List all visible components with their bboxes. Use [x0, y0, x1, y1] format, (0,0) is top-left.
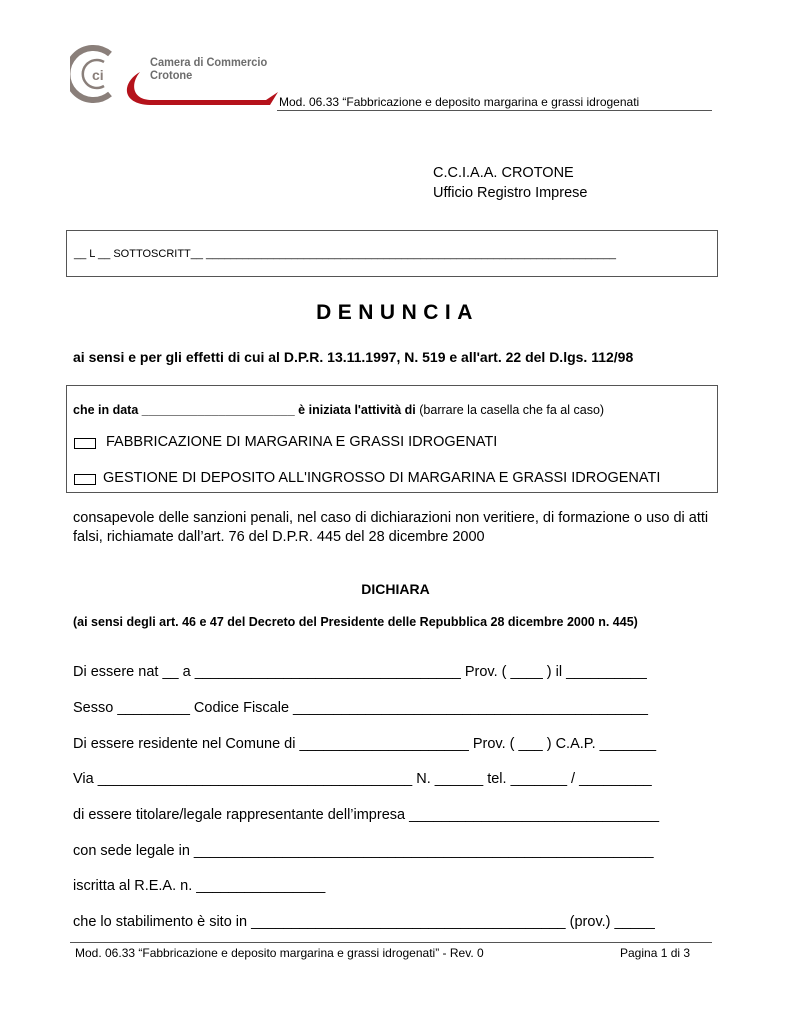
logo-c-arc	[70, 48, 110, 100]
footer-form-reference: Mod. 06.33 “Fabbricazione e deposito margarina e grassi idrogenati” - Rev. 0	[75, 946, 484, 960]
logo-text	[150, 56, 267, 82]
logo-text-line2: Crotone	[150, 68, 193, 82]
law-reference: (ai sensi degli art. 46 e 47 del Decreto del Presidente delle Repubblica 28 dicembre 2000 n. 445)	[73, 615, 638, 629]
activity-instruction: (barrare la casella che fa al caso)	[415, 403, 605, 417]
document-subtitle: ai sensi e per gli effetti di cui al D.P.R. 13.11.1997, N. 519 e all'art. 22 del D.lgs. 112/98	[73, 349, 634, 365]
field-birth[interactable]: Di essere nat __ a _________________________________ Prov. ( ____ ) il __________	[73, 664, 647, 680]
signatory-field[interactable]: __ L __ SOTTOSCRITT__ ___________________________________________________________________	[74, 248, 616, 260]
awareness-paragraph: consapevole delle sanzioni penali, nel caso di dichiarazioni non veritiere, di formazione o uso di atti falsi, richiamate dall’art. 76 del D.P.R. 445 del 28 dicembre 2000	[73, 510, 709, 545]
dichiara-heading: DICHIARA	[361, 581, 430, 597]
addressee-line1: C.C.I.A.A. CROTONE	[433, 165, 574, 181]
header-form-reference: Mod. 06.33 “Fabbricazione e deposito margarina e grassi idrogenati	[279, 95, 640, 109]
footer-divider	[70, 942, 712, 943]
addressee-block	[433, 163, 587, 203]
activity-date-line	[73, 403, 604, 417]
field-residence[interactable]: Di essere residente nel Comune di _____________________ Prov. ( ___ ) C.A.P. _______	[73, 736, 657, 752]
logo-text-line1: Camera di Commercio	[150, 55, 268, 69]
footer-page-number: Pagina 1 di 3	[620, 946, 691, 960]
option-deposito-label: GESTIONE DI DEPOSITO ALL'INGROSSO DI MARGARINA E GRASSI IDROGENATI	[103, 470, 661, 486]
field-address-phone[interactable]: Via _______________________________________ N. ______ tel. _______ / _________	[73, 771, 652, 787]
option-fabbricazione-label: FABBRICAZIONE DI MARGARINA E GRASSI IDROGENATI	[106, 434, 498, 450]
field-rea-number[interactable]: iscritta al R.E.A. n. ________________	[73, 878, 326, 894]
checkbox-fabbricazione[interactable]	[74, 438, 96, 449]
activity-date-field[interactable]: che in data ______________________ è iniziata l'attività di	[73, 403, 416, 417]
logo-mark-text: ci	[92, 67, 104, 83]
field-company-role[interactable]: di essere titolare/legale rappresentante dell’impresa _______________________________	[73, 807, 660, 823]
field-registered-office[interactable]: con sede legale in _________________________________________________________	[73, 843, 654, 859]
field-plant-location[interactable]: che lo stabilimento è sito in _______________________________________ (prov.) _____	[73, 914, 655, 930]
checkbox-deposito[interactable]	[74, 474, 96, 485]
document-title: DENUNCIA	[316, 301, 479, 324]
header-divider	[277, 110, 712, 111]
field-sex-tax-code[interactable]: Sesso _________ Codice Fiscale ____________________________________________	[73, 700, 648, 716]
addressee-line2: Ufficio Registro Imprese	[433, 185, 588, 201]
